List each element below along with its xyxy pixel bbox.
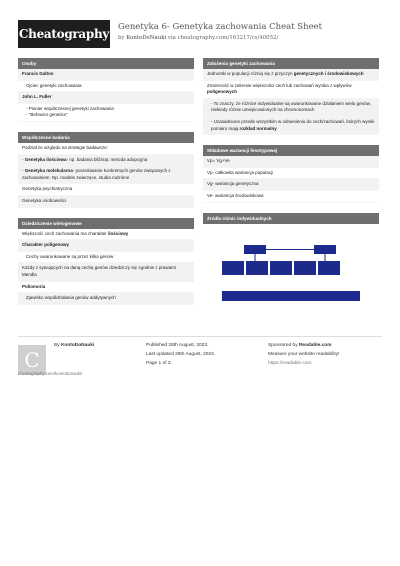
right-column [203, 58, 379, 330]
row: John L. Fuller [18, 92, 194, 104]
section-dziedziczenie [18, 218, 194, 305]
section-title: Składowe wariancji fenotypowej [203, 145, 379, 156]
row: Francis Galton [18, 69, 194, 81]
author-link[interactable]: KontoDoNauki [60, 343, 95, 348]
row: Vg- wariancja genetyczna [203, 179, 379, 191]
row: - Genetyka molekularna- poszukiwanie konkretnych genów związanych z zachowaniem. Np. modele zwierzęce, studia rodzinne [18, 166, 194, 184]
sheet-url-link[interactable]: cheatography.com/163217/cs/40052/ [177, 35, 279, 41]
author-profile-link[interactable]: cheatography.com/kontodonauki/ [18, 371, 83, 376]
row: Vp= Vg+Ve [203, 156, 379, 168]
via-label: via [166, 35, 178, 41]
row: Genetyka psychiatryczna [18, 184, 194, 196]
by-label: by [118, 35, 127, 41]
section-title: Założenia genetyki zachowania [203, 58, 379, 69]
row: Jednostki w populacji różnią się z przyczyn genetycznych i środowiskowych [203, 69, 379, 81]
footer-dates: Published 28th August, 2023. Last updated 28th August, 2023. Page 1 of 3. [146, 343, 216, 366]
row: Zjawisko współdziałania genów addytywnych [18, 293, 194, 305]
page-subtitle [118, 35, 278, 41]
page-title: Genetyka 6- Genetyka zachowania Cheat Sheet [118, 22, 323, 32]
readable-url-link[interactable]: https://readable.com [268, 361, 312, 366]
section-title: Źródła różnic indywidualnych [203, 213, 379, 224]
row: - Uzasadnione przede wszystkim w odniesieniu do cech/zachowań, których wyniki pomiaru mają rozkład normalny [203, 117, 379, 135]
row: Cechy uwarunkowane są przez kilka genów [18, 252, 194, 264]
readable-link[interactable]: Readable.com [298, 343, 332, 348]
row: - To znaczy, że różnice indywidualne są uwarunkowane działaniem wielu genów, niekiedy różnie umiejscowionych na chromosomach [203, 99, 379, 117]
section-badania [18, 132, 194, 208]
section-zrodla [203, 213, 379, 320]
row: - Pionier współczesnej genetyki zachowania - "Behavior genetics" [18, 104, 194, 122]
footer-author: By KontoDoNauki [54, 343, 95, 348]
left-column [18, 58, 194, 315]
row: Każdy z sytuujących na daną cechę genów dziedziczy się zgodnie z prawami Mendla [18, 263, 194, 281]
footer-sponsor: Sponsored by Readable.com Measure your website readability! https://readable.com [268, 343, 340, 366]
cheatography-logo[interactable]: Cheatography [18, 20, 110, 48]
row: Ojciec genetyki zachowania [18, 81, 194, 93]
row: Podział ze względu na strategie badawcze: [18, 143, 194, 155]
section-osoby [18, 58, 194, 122]
section-title: Współczesne badania [18, 132, 194, 143]
section-wariancja [203, 145, 379, 202]
row: Vp- całkowita wariancja populacji [203, 168, 379, 180]
diagram-image [203, 224, 379, 320]
row: Genetyka osobowości [18, 196, 194, 208]
row: - Genetyka ilościowa- np. badania bliźniąt, metoda adopcyjna [18, 155, 194, 167]
row: Większość cech zachowania ma charakter ilościowy [18, 229, 194, 241]
individual-differences-diagram [222, 243, 360, 301]
cheatographer-avatar: C [18, 345, 46, 375]
section-zalozenia [203, 58, 379, 135]
header [18, 20, 382, 50]
row: Charakter poligenowy [18, 240, 194, 252]
row: Ve- wariancja środowiskowa [203, 191, 379, 203]
author-link[interactable]: KontoDoNauki [126, 35, 167, 41]
section-title: Osoby [18, 58, 194, 69]
footer [18, 336, 382, 376]
row: Zmienność w zakresie większości cech lub zachowań wynika z wpływów poligenowych [203, 81, 379, 99]
section-title: Dziedziczenie wielogenowe [18, 218, 194, 229]
row: Poliomoria [18, 282, 194, 294]
